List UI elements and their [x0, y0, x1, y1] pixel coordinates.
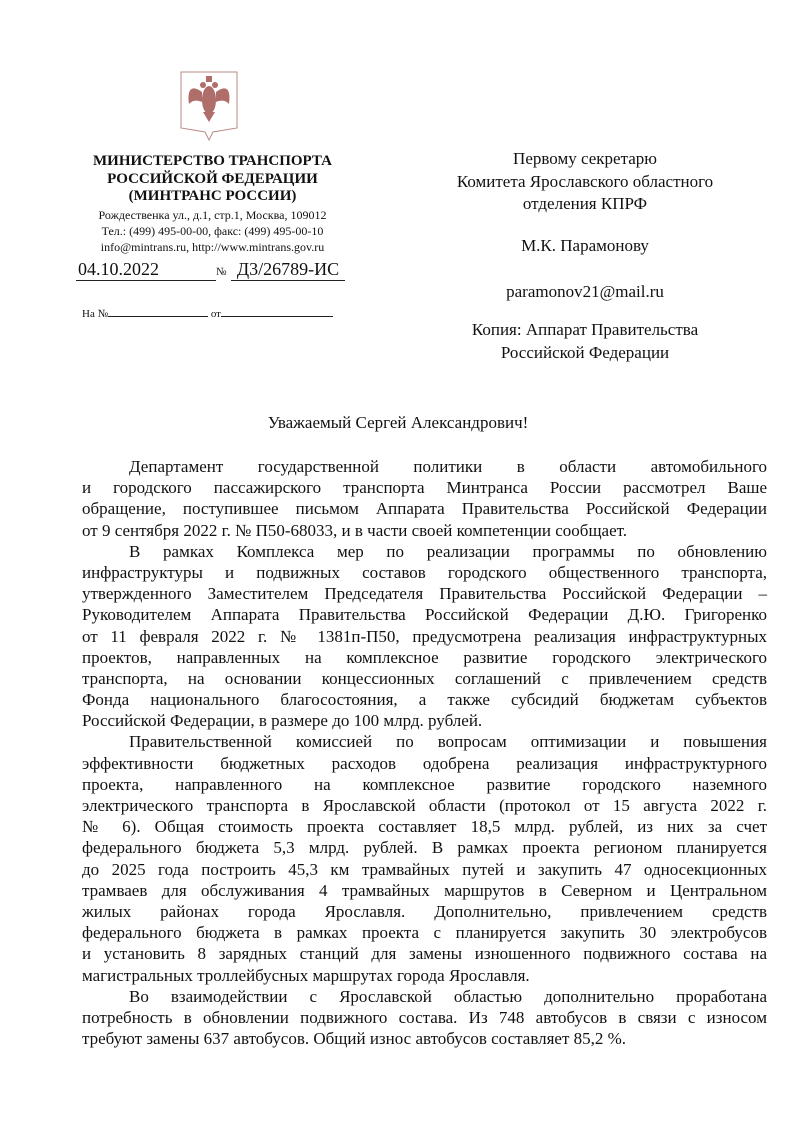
- letter-date: 04.10.2022: [76, 258, 216, 281]
- body-line: утвержденного Заместителем Председателя Правительства Российской Федерации –: [82, 584, 767, 604]
- body-line: требуют замены 637 автобусов. Общий износ автобусов составляет 85,2 %.: [82, 1029, 627, 1049]
- web-line: info@mintrans.ru, http://www.mintrans.gov.ru: [100, 240, 325, 254]
- copy-recipient: [430, 319, 740, 364]
- addressee-email: paramonov21@mail.ru: [506, 282, 664, 301]
- body-line: магистральных троллейбусных маршрутах города Ярославля.: [82, 965, 530, 985]
- body-line: Фонда национального благосостояния, а также субсидий бюджетам субъектов: [82, 690, 767, 710]
- copy-line: Копия: Аппарат Правительства: [471, 320, 699, 339]
- body-line: трамваев для обслуживания 4 трамвайных маршрутов в Северном и Центральном: [82, 880, 767, 900]
- body-paragraph: [82, 731, 767, 985]
- body-line: проектов, направленных на комплексное развитие городского электрического: [82, 647, 767, 667]
- body-line: до 2025 года построить 45,3 км трамвайных путей и закупить 47 односекционных: [82, 859, 767, 879]
- body-line: Российской Федерации, в размере до 100 млрд. рублей.: [82, 711, 483, 731]
- ref-date-blank: [221, 306, 333, 317]
- ministry-name-line: МИНИСТЕРСТВО ТРАНСПОРТА: [93, 153, 332, 169]
- body-line: Руководителем Аппарата Правительства Российской Федерации Д.Ю. Григоренко: [82, 605, 767, 625]
- body-line: Правительственной комиссией по вопросам оптимизации и повышения: [129, 732, 767, 752]
- addressee-line: Первому секретарю: [513, 149, 657, 168]
- ministry-name-line: (МИНТРАНС РОССИИ): [128, 188, 297, 204]
- addressee-name: М.К. Парамонову: [521, 236, 649, 255]
- number-sign: №: [216, 266, 227, 278]
- body-line: федерального бюджета в рамках проекта с планируется закупить 30 электробусов: [82, 923, 767, 943]
- phone-line: Тел.: (499) 495-00-00, факс: (499) 495-00-10: [101, 224, 324, 238]
- letter-body: [82, 456, 767, 1049]
- addressee-line: отделения КПРФ: [522, 194, 648, 213]
- body-line: Департамент государственной политики в области автомобильного: [129, 457, 767, 476]
- body-paragraph: [82, 541, 767, 732]
- body-line: потребность в обновлении подвижного состава. Из 748 автобусов в связи с износом: [82, 1007, 767, 1027]
- reference-line: [82, 306, 333, 321]
- ref-from-label: от: [210, 308, 221, 320]
- body-paragraph: [82, 986, 767, 1050]
- body-line: и городского пассажирского транспорта Минтранса России рассмотрел Ваше: [82, 478, 767, 498]
- body-line: электрического транспорта в Ярославской области (протокол от 15 августа 2022 г.: [82, 796, 767, 815]
- body-line: № 6). Общая стоимость проекта составляет 18,5 млрд. рублей, из них за счет: [82, 817, 767, 837]
- body-line: федерального бюджета 5,3 млрд. рублей. В рамках проекта регионом планируется: [82, 838, 767, 858]
- body-line: от 9 сентября 2022 г. № П50-68033, и в части своей компетенции сообщает.: [82, 520, 628, 540]
- body-paragraph: [82, 456, 767, 541]
- body-line: жилых районах города Ярославля. Дополнительно, привлечением средств: [82, 901, 767, 921]
- ministry-contacts: [60, 207, 365, 255]
- greeting: Уважаемый Сергей Александрович!: [267, 413, 529, 432]
- ministry-name-line: РОССИЙСКОЙ ФЕДЕРАЦИИ: [107, 170, 318, 187]
- registration-number: Д3/26789-ИС: [231, 258, 345, 281]
- copy-line: Российской Федерации: [500, 342, 670, 362]
- body-line: В рамках Комплекса мер по реализации программы по обновлению: [129, 541, 767, 561]
- ministry-name: [60, 153, 365, 206]
- body-line: от 11 февраля 2022 г. № 1381п-П50, предусмотрена реализация инфраструктурных: [82, 626, 767, 646]
- body-line: проекта, направленного на комплексное развитие городского наземного: [82, 774, 767, 794]
- body-line: и установить 8 зарядных станций для замены изношенного подвижного состава на: [82, 944, 767, 964]
- body-line: обращение, поступившее письмом Аппарата Правительства Российской Федерации: [82, 499, 767, 519]
- body-line: инфраструктуры и подвижных составов городского общественного транспорта,: [82, 562, 767, 582]
- body-line: транспорта, на основании концессионных соглашений с привлечением средств: [82, 668, 767, 688]
- addressee-line: Комитета Ярославского областного: [456, 171, 714, 191]
- address-line: Рождественка ул., д.1, стр.1, Москва, 109012: [98, 208, 327, 222]
- body-line: Во взаимодействии с Ярославской областью дополнительно проработана: [129, 986, 767, 1006]
- ref-number-label: На №: [82, 308, 109, 320]
- ref-number-blank: [108, 306, 208, 317]
- body-line: эффективности бюджетных расходов одобрена реализация инфраструктурного: [82, 753, 767, 773]
- addressee-position: [430, 148, 740, 216]
- coat-of-arms-emblem: [179, 70, 239, 142]
